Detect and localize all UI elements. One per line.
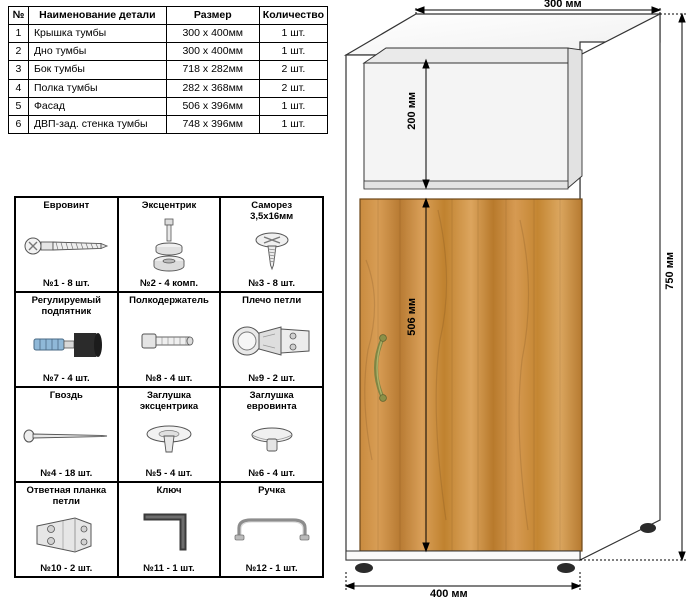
table-row xyxy=(9,25,328,43)
hardware-qty: №9 - 2 шт. xyxy=(248,373,295,384)
table-header-row xyxy=(9,7,328,25)
cell-size: 300 х 400мм xyxy=(166,43,259,61)
niche-shelf-edge xyxy=(364,181,568,189)
handle-icon xyxy=(223,498,320,563)
cell-size: 282 х 368мм xyxy=(166,79,259,97)
cabinet-drawing xyxy=(330,0,700,602)
cam-lock-icon xyxy=(121,213,218,278)
hardware-title xyxy=(32,296,101,318)
cell-size: 506 х 396мм xyxy=(166,97,259,115)
hardware-title-line1: Саморез xyxy=(251,200,293,211)
hardware-title xyxy=(27,486,107,508)
hardware-title-line1: Заглушка xyxy=(249,390,294,401)
dimension-label-facade-height: 506 мм xyxy=(406,298,418,336)
hardware-grid xyxy=(14,196,324,578)
cell-num: 1 xyxy=(9,25,29,43)
hardware-title: Эксцентрик xyxy=(141,200,197,211)
hardware-title: Ручка xyxy=(258,485,286,496)
cell-num: 2 xyxy=(9,43,29,61)
self-tapping-screw-icon xyxy=(223,223,320,278)
dimension-label-width: 400 мм xyxy=(430,588,468,600)
hinge-arm-icon xyxy=(223,308,320,373)
hinge-plate-icon xyxy=(18,508,115,563)
euro-screw-icon xyxy=(18,213,115,278)
cabinet-foot-right xyxy=(557,563,575,573)
parts-table xyxy=(8,6,328,134)
cabinet-right-side xyxy=(580,14,660,560)
cabinet-svg xyxy=(330,0,700,602)
hardware-item-allen-key xyxy=(118,482,221,577)
hardware-title: Евровинт xyxy=(43,200,90,211)
dimension-label-depth: 300 мм xyxy=(544,0,582,10)
hardware-title-line2: еврoвинта xyxy=(246,400,297,412)
cabinet-niche xyxy=(364,63,568,188)
header-num: № xyxy=(9,7,29,25)
cell-name: Бок тумбы xyxy=(28,61,166,79)
cell-size: 718 х 282мм xyxy=(166,61,259,79)
hardware-title xyxy=(250,201,293,223)
niche-top-inner xyxy=(364,48,568,63)
cell-qty: 1 шт. xyxy=(259,97,327,115)
header-size: Размер xyxy=(166,7,259,25)
hardware-title-line1: Заглушка xyxy=(146,390,192,401)
hardware-title: Полкодержатель xyxy=(129,295,209,306)
table-row xyxy=(9,97,328,115)
hardware-item-nail xyxy=(15,387,118,482)
hardware-title: Гвоздь xyxy=(49,390,83,401)
hardware-qty: №3 - 8 шт. xyxy=(248,278,295,289)
hardware-qty: №2 - 4 комп. xyxy=(140,278,198,289)
hardware-qty: №8 - 4 шт. xyxy=(145,373,193,384)
hardware-qty: №5 - 4 шт. xyxy=(145,468,193,479)
hardware-title: Плечо петли xyxy=(242,295,302,306)
hardware-title-line2: 3,5х16мм xyxy=(250,210,294,222)
table-row xyxy=(9,61,328,79)
hardware-item-hinge-arm xyxy=(220,292,323,387)
cabinet-facade xyxy=(360,199,582,551)
screw-cap-icon xyxy=(223,413,320,468)
hardware-item-handle xyxy=(220,482,323,577)
hardware-item-adjustable-foot xyxy=(15,292,118,387)
cam-cap-icon xyxy=(121,413,218,468)
cabinet-foot-left xyxy=(355,563,373,573)
hardware-title-line2: подпятник xyxy=(41,305,92,317)
hardware-item-shelf-support xyxy=(118,292,221,387)
hardware-qty: №4 - 18 шт. xyxy=(40,468,93,479)
cell-num: 4 xyxy=(9,79,29,97)
cell-num: 6 xyxy=(9,115,29,133)
hardware-item-cam-lock xyxy=(118,197,221,292)
hardware-title-line1: Ответная планка xyxy=(26,485,107,496)
table-row xyxy=(9,79,328,97)
cell-qty: 1 шт. xyxy=(259,43,327,61)
table-row xyxy=(9,115,328,133)
allen-key-icon xyxy=(121,498,218,563)
hardware-item-self-tapping-screw xyxy=(220,197,323,292)
hardware-title-line2: петли xyxy=(52,495,80,507)
cell-qty: 2 шт. xyxy=(259,61,327,79)
cell-qty: 2 шт. xyxy=(259,79,327,97)
cabinet-foot-back-right xyxy=(640,523,656,533)
hardware-title-line2: эксцентрика xyxy=(139,400,199,412)
hardware-qty: №11 - 1 шт. xyxy=(143,563,195,574)
cell-name: Крышка тумбы xyxy=(28,25,166,43)
hardware-qty: №12 - 1 шт. xyxy=(245,563,298,574)
shelf-support-icon xyxy=(121,308,218,373)
cell-name: Дно тумбы xyxy=(28,43,166,61)
hardware-qty: №7 - 4 шт. xyxy=(43,373,90,384)
hardware-item-screw-cap xyxy=(220,387,323,482)
hardware-item-cam-cap xyxy=(118,387,221,482)
cell-num: 3 xyxy=(9,61,29,79)
cell-qty: 1 шт. xyxy=(259,115,327,133)
cell-name: Полка тумбы xyxy=(28,79,166,97)
niche-side-inner xyxy=(568,48,582,188)
hardware-title: Ключ xyxy=(156,485,182,496)
cell-size: 748 х 396мм xyxy=(166,115,259,133)
cabinet-base xyxy=(346,551,580,560)
cell-name: Фасад xyxy=(28,97,166,115)
hardware-title-line1: Регулируемый xyxy=(31,295,101,306)
hardware-title xyxy=(140,391,198,413)
cell-qty: 1 шт. xyxy=(259,25,327,43)
dimension-depth xyxy=(416,6,660,14)
adjustable-foot-icon xyxy=(18,318,115,373)
hardware-qty: №1 - 8 шт. xyxy=(43,278,90,289)
cell-num: 5 xyxy=(9,97,29,115)
dimension-label-total-height: 750 мм xyxy=(664,252,676,290)
hardware-title xyxy=(247,391,297,413)
dimension-label-niche-height: 200 мм xyxy=(406,92,418,130)
cell-size: 300 х 400мм xyxy=(166,25,259,43)
header-name: Наименование детали xyxy=(28,7,166,25)
nail-icon xyxy=(18,403,115,468)
hardware-qty: №10 - 2 шт. xyxy=(40,563,93,574)
hardware-item-euro-screw xyxy=(15,197,118,292)
header-qty: Количество xyxy=(259,7,327,25)
table-row xyxy=(9,43,328,61)
cell-name: ДВП-зад. стенка тумбы xyxy=(28,115,166,133)
hardware-item-hinge-plate xyxy=(15,482,118,577)
hardware-qty: №6 - 4 шт. xyxy=(248,468,295,479)
